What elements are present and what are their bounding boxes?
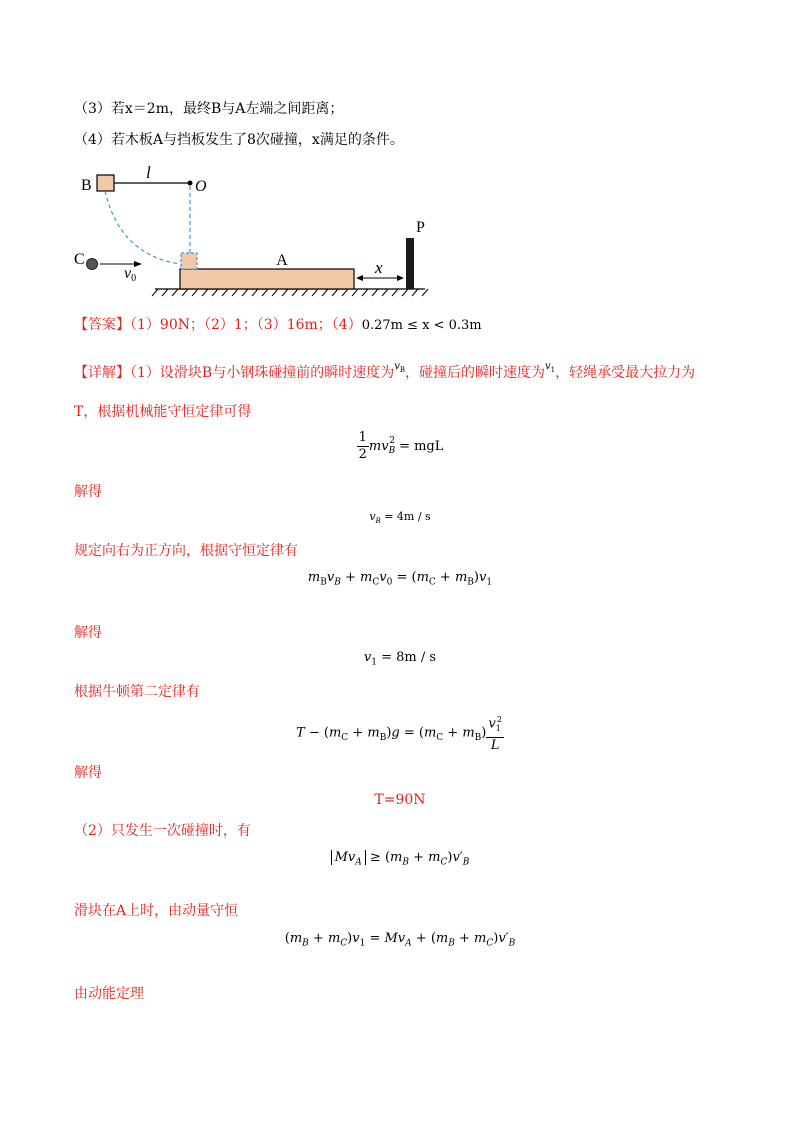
- newton-label: 根据牛顿第二定律有: [74, 684, 200, 700]
- solve-label-1: 解得: [74, 484, 102, 500]
- onA-label: 滑块在A上时，由动量守恒: [74, 903, 239, 919]
- block-B-bottom: [181, 253, 197, 269]
- label-B: B: [81, 177, 92, 194]
- block-B: [97, 175, 114, 191]
- equation-v1: $v_1 = 8m / s$: [363, 650, 437, 668]
- equation-energy: $\frac{1}{2}$ $mv_B^2$ = mgL: [358, 430, 444, 462]
- answer-tag: 【答案】: [74, 317, 130, 333]
- equation-vB: $v_B = 4m / s$: [369, 510, 431, 526]
- momentum-label: 规定向右为正方向，根据守恒定律有: [74, 543, 298, 559]
- label-C: C: [74, 251, 85, 268]
- answer-text: （1）90N；（2）1；（3）16m；（4）: [130, 317, 362, 333]
- swing-arc: [105, 191, 180, 264]
- ground-hatch: [152, 289, 428, 296]
- detail-tag: 【详解】: [74, 365, 130, 381]
- barrier-P: [406, 238, 414, 289]
- equation-momentum: $m_Bv_B + m_Cv_0 = (m_C + m_B)v_1$: [307, 570, 493, 588]
- q2-label: （2）只发生一次碰撞时，有: [74, 823, 251, 839]
- equation-inequality: $Mv_A \ge (m_B + m_C)v'_B$: [0, 850, 800, 868]
- detail-line-1: 【详解】（1）设滑块B与小钢珠碰撞前的瞬时速度为$^{v_B}$，碰撞后的瞬时速度为$^{v_1}$，轻绳承受最大拉力为: [74, 361, 696, 381]
- physics-figure: [0, 160, 800, 300]
- answer-line: [74, 316, 482, 335]
- board-A: [180, 269, 354, 289]
- solve-label-3: 解得: [74, 765, 102, 781]
- label-P: P: [416, 219, 425, 236]
- detail-line-2: T，根据机械能守恒定律可得: [74, 404, 252, 420]
- label-O: O: [195, 178, 207, 195]
- equation-momentum-A: $(m_B + m_C)v_1 = Mv_A + (m_B + m_C)v'_B$: [284, 931, 516, 949]
- label-v0: v0: [124, 265, 137, 284]
- answer-condition: 0.27m ≤ x < 0.3m: [361, 318, 482, 333]
- equation-newton: $T - (m_C + m_B)g = (m_C + m_B)$ $\frac{v_1^2}{L}$: [0, 712, 800, 754]
- label-x: x: [375, 258, 383, 277]
- result-T: T=90N: [374, 792, 426, 808]
- question-4: （4）若木板A与挡板发生了8次碰撞，x满足的条件。: [74, 132, 404, 148]
- question-3: （3）若x＝2m，最终B与A左端之间距离；: [74, 101, 344, 117]
- label-A: A: [276, 252, 288, 269]
- pivot-O: [188, 181, 193, 186]
- ball-C: [87, 259, 98, 270]
- solve-label-2: 解得: [74, 625, 102, 641]
- ke-label: 由动能定理: [74, 986, 144, 1002]
- label-l: l: [146, 163, 151, 182]
